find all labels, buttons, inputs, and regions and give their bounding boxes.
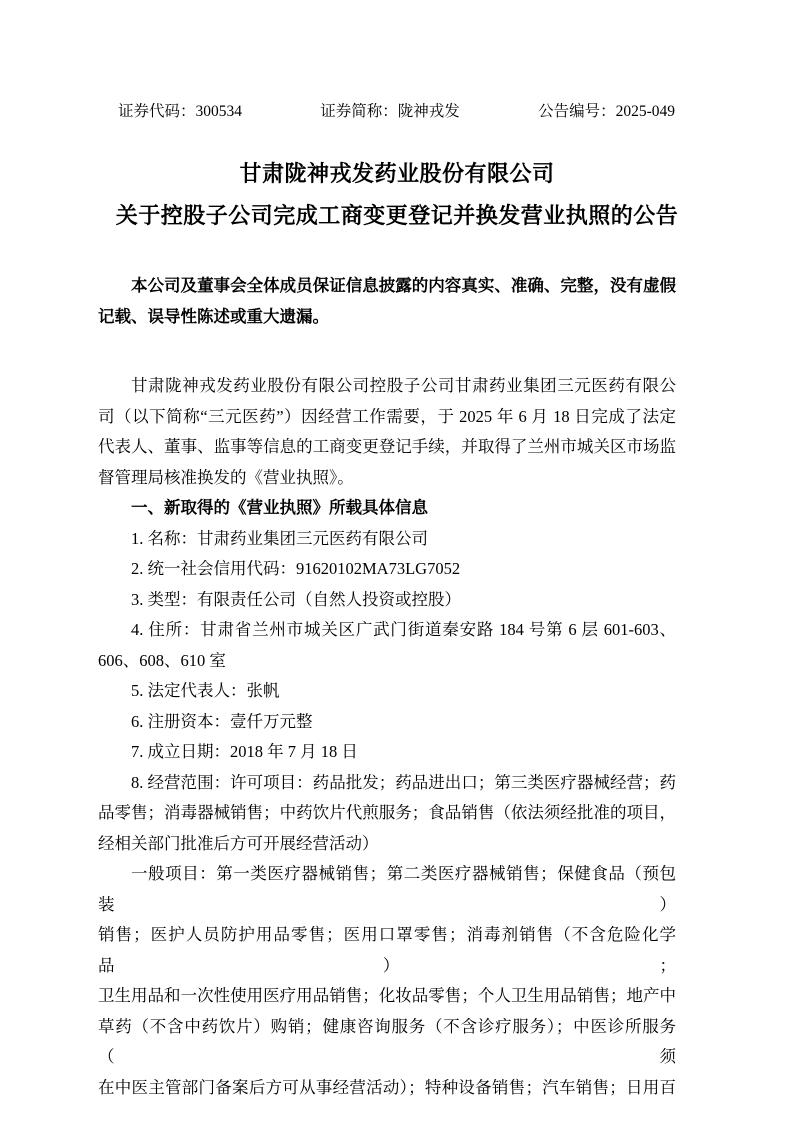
item-8-business-scope-licensed-line-1: 8. 经营范围：许可项目：药品批发；药品进出口；第三类医疗器械经营；药 <box>131 772 676 792</box>
disclaimer-line-2: 记载、误导性陈述或重大遗漏。 <box>98 307 329 326</box>
document-header <box>118 0 675 122</box>
item-4-address-line-2: 606、608、610 室 <box>98 650 226 670</box>
intro-paragraph-line-1: 甘肃陇神戎发药业股份有限公司控股子公司甘肃药业集团三元医药有限公 <box>131 376 676 395</box>
item-7-establishment-date-line-1: 7. 成立日期：2018 年 7 月 18 日 <box>131 742 358 761</box>
intro-paragraph-line-4: 督管理局核准换发的《营业执照》。 <box>98 467 354 487</box>
item-8-business-scope-general-line-2: 销售；医护人员防护用品零售；医用口罩零售；消毒剂销售（不含危险化学品）； <box>98 925 676 975</box>
item-6-registered-capital-line-1: 6. 注册资本：壹仟万元整 <box>131 711 313 731</box>
announcement-title: 关于控股子公司完成工商变更登记并换发营业执照的公告 <box>115 203 679 228</box>
section-1-heading-line-1: 一、新取得的《营业执照》所载具体信息 <box>131 499 428 517</box>
item-5-legal-representative-line-1: 5. 法定代表人：张帆 <box>131 681 280 700</box>
title-block <box>0 153 794 237</box>
company-name-title: 甘肃陇神戎发药业股份有限公司 <box>239 161 555 186</box>
item-8-business-scope-licensed-line-2: 品零售；消毒器械销售；中药饮片代煎服务；食品销售（依法须经批准的项目， <box>98 803 676 822</box>
intro-paragraph-line-3: 代表人、董事、监事等信息的工商变更登记手续，并取得了兰州市城关区市场监 <box>98 437 676 456</box>
item-8-business-scope-general-line-3: 卫生用品和一次性使用医疗用品销售；化妆品零售；个人卫生用品销售；地产中 <box>98 986 676 1005</box>
item-8-business-scope-general-line-4: 草药（不含中药饮片）购销；健康咨询服务（不含诊疗服务）；中医诊所服务（须 <box>98 1016 676 1066</box>
item-8-business-scope-general-line-1: 一般项目：第一类医疗器械销售；第二类医疗器械销售；保健食品（预包装） <box>98 864 676 914</box>
intro-paragraph-line-2: 司（以下简称“三元医药”）因经营工作需要，于 2025 年 6 月 18 日完成了法定 <box>98 406 676 426</box>
item-3-company-type-line-1: 3. 类型：有限责任公司（自然人投资或控股） <box>131 589 461 609</box>
announcement-number: 公告编号：2025-049 <box>538 103 675 120</box>
item-2-credit-code-line-1: 2. 统一社会信用代码：91620102MA73LG7052 <box>131 559 461 578</box>
item-1-name-line-1: 1. 名称：甘肃药业集团三元医药有限公司 <box>131 528 428 548</box>
stock-code: 证券代码：300534 <box>118 103 243 120</box>
stock-short-name: 证券简称：陇神戎发 <box>320 103 460 120</box>
item-4-address-line-1: 4. 住所：甘肃省兰州市城关区广武门街道秦安路 184 号第 6 层 601-603、 <box>131 620 676 639</box>
disclaimer <box>98 271 676 332</box>
document-body <box>98 371 676 1103</box>
item-8-business-scope-licensed-line-3: 经相关部门批准后方可开展经营活动） <box>98 833 379 853</box>
item-8-business-scope-general-line-5: 在中医主管部门备案后方可从事经营活动）；特种设备销售；汽车销售；日用百 <box>98 1077 676 1097</box>
disclaimer-line-1: 本公司及董事会全体成员保证信息披露的内容真实、准确、完整，没有虚假 <box>131 277 676 295</box>
